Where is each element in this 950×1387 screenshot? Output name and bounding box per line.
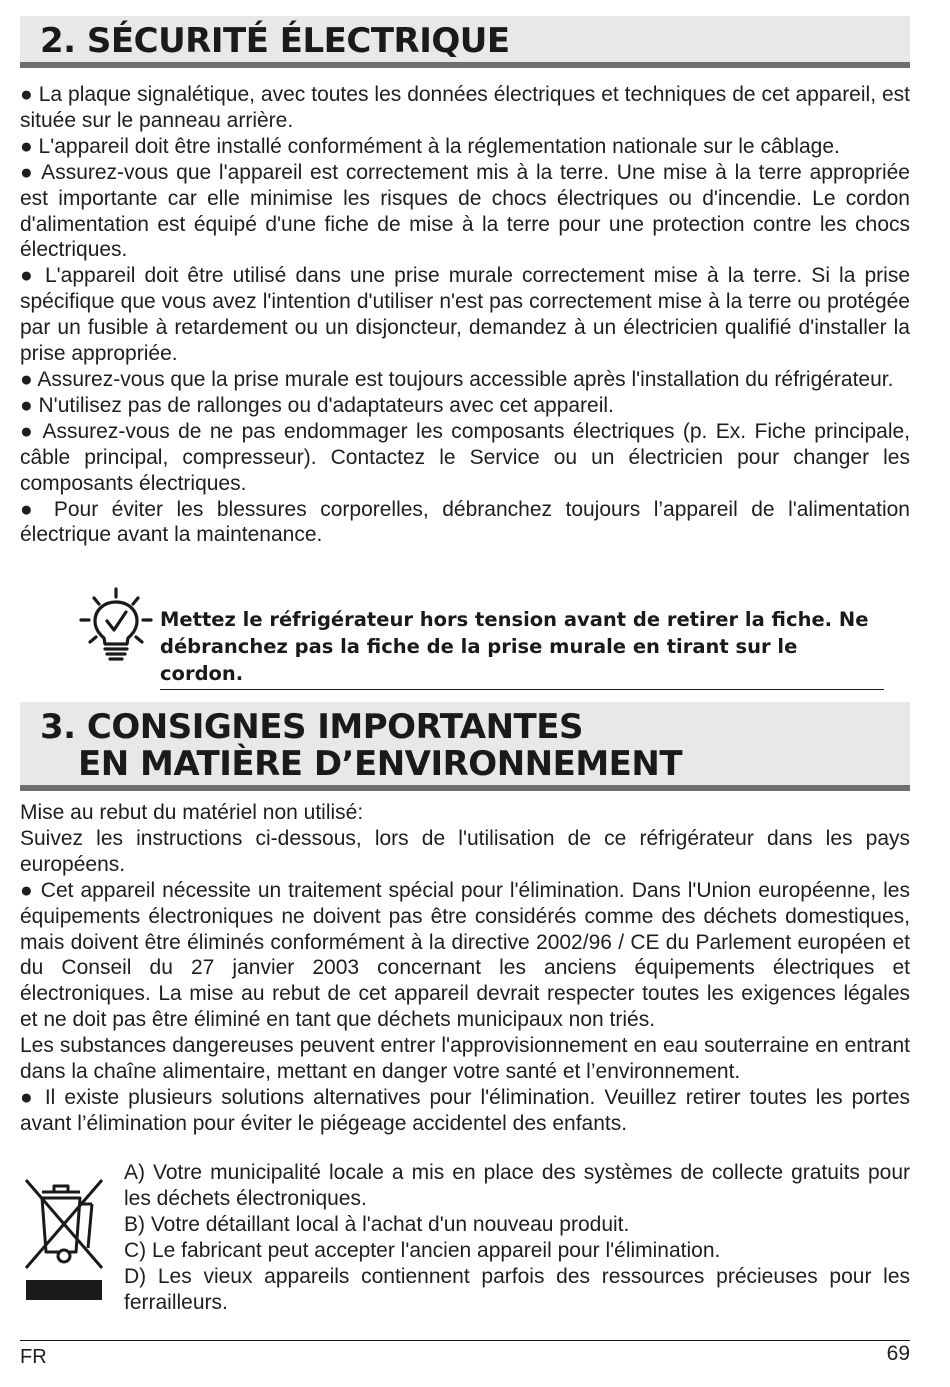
paragraph: ● Assurez-vous que la prise murale est toujours accessible après l'installation du réfrigérateur. bbox=[20, 367, 894, 391]
section-3-body bbox=[20, 800, 910, 1137]
section-2-header bbox=[20, 16, 910, 68]
section-3-title-line1: 3. CONSIGNES IMPORTANTES bbox=[40, 707, 583, 747]
paragraph: ● Assurez-vous de ne pas endommager les composants électriques (p. Ex. Fiche principale, câble principal, compresseur). Contactez le Service ou un électricien pour changer les composants électriques. bbox=[20, 419, 910, 495]
paragraph: ● La plaque signalétique, avec toutes les données électriques et techniques de cet appareil, est située sur le panneau arrière. bbox=[20, 83, 910, 132]
section-3-header bbox=[20, 702, 910, 791]
page-number: 69 bbox=[886, 1342, 910, 1365]
lightbulb-check-icon bbox=[78, 586, 154, 666]
paragraph: ● N'utilisez pas de rallonges ou d'adaptateurs avec cet appareil. bbox=[20, 393, 614, 417]
section-3-title-line2: EN MATIÈRE D’ENVIRONNEMENT bbox=[78, 744, 683, 784]
paragraph: ● L'appareil doit être utilisé dans une prise murale correctement mise à la terre. Si la prise spécifique que vous avez l'intention d'utiliser n'est pas correctement mise à la terre ou protégée par un fusible à retardement ou un disjoncteur, demandez à un électricien qualifié d'installer la prise appropriée. bbox=[20, 264, 910, 366]
list-item: B) Votre détaillant local à l'achat d'un nouveau produit. bbox=[124, 1212, 630, 1236]
paragraph: ● Cet appareil nécessite un traitement spécial pour l'élimination. Dans l'Union européenne, les équipements électroniques ne doivent pas être considérés comme des déchets domestiques, mais doivent être éliminés conformément à la directive 2002/96 / CE du Parlement européen et du Conseil du 27 janvier 2003 concernant les anciens équipements électriques et électroniques. La mise au rebut de cet appareil devrait respecter toutes les exigences légales et ne doit pas être éliminé en tant que déchets municipaux non triés. bbox=[20, 878, 910, 1032]
safety-tip bbox=[78, 586, 890, 685]
crossed-out-wheelie-bin-icon bbox=[20, 1174, 108, 1304]
paragraph: Mise au rebut du matériel non utilisé: bbox=[20, 801, 364, 824]
footer-divider bbox=[20, 1340, 910, 1341]
section-2-title: 2. SÉCURITÉ ÉLECTRIQUE bbox=[40, 21, 510, 61]
paragraph: ● Assurez-vous que l'appareil est correctement mis à la terre. Une mise à la terre appropriée est importante car elle minimise les risques de chocs électriques ou d'incendie. Le cordon d'alimentation est équipé d'une fiche de mise à la terre pour une protection contre les chocs électriques. bbox=[20, 160, 910, 262]
paragraph: ● Il existe plusieurs solutions alternatives pour l'élimination. Veuillez retirer toutes les portes avant l’élimination pour éviter le piégeage accidentel des enfants. bbox=[20, 1085, 910, 1135]
disposal-options bbox=[124, 1160, 910, 1315]
paragraph: Les substances dangereuses peuvent entrer l'approvisionnement en eau souterraine en entrant dans la chaîne alimentaire, mettant en danger votre santé et l’environnement. bbox=[20, 1034, 910, 1084]
paragraph: ● L'appareil doit être installé conformément à la réglementation nationale sur le câblage. bbox=[20, 134, 840, 158]
tip-text: Mettez le réfrigérateur hors tension avant de retirer la fiche. Ne débranchez pas la fiche de la prise murale en tirant sur le cordon. bbox=[160, 606, 884, 690]
paragraph: ● Pour éviter les blessures corporelles, débranchez toujours l’appareil de l'alimentation électrique avant la maintenance. bbox=[20, 497, 910, 547]
list-item: C) Le fabricant peut accepter l'ancien appareil pour l'élimination. bbox=[124, 1238, 721, 1262]
paragraph: Suivez les instructions ci-dessous, lors de l'utilisation de ce réfrigérateur dans les pays européens. bbox=[20, 826, 910, 876]
section-2-body bbox=[20, 82, 910, 548]
footer-language: FR bbox=[20, 1346, 47, 1368]
list-item: D) Les vieux appareils contiennent parfois des ressources précieuses pour les ferrailleurs. bbox=[124, 1264, 910, 1314]
list-item: A) Votre municipalité locale a mis en place des systèmes de collecte gratuits pour les déchets électroniques. bbox=[124, 1161, 910, 1210]
